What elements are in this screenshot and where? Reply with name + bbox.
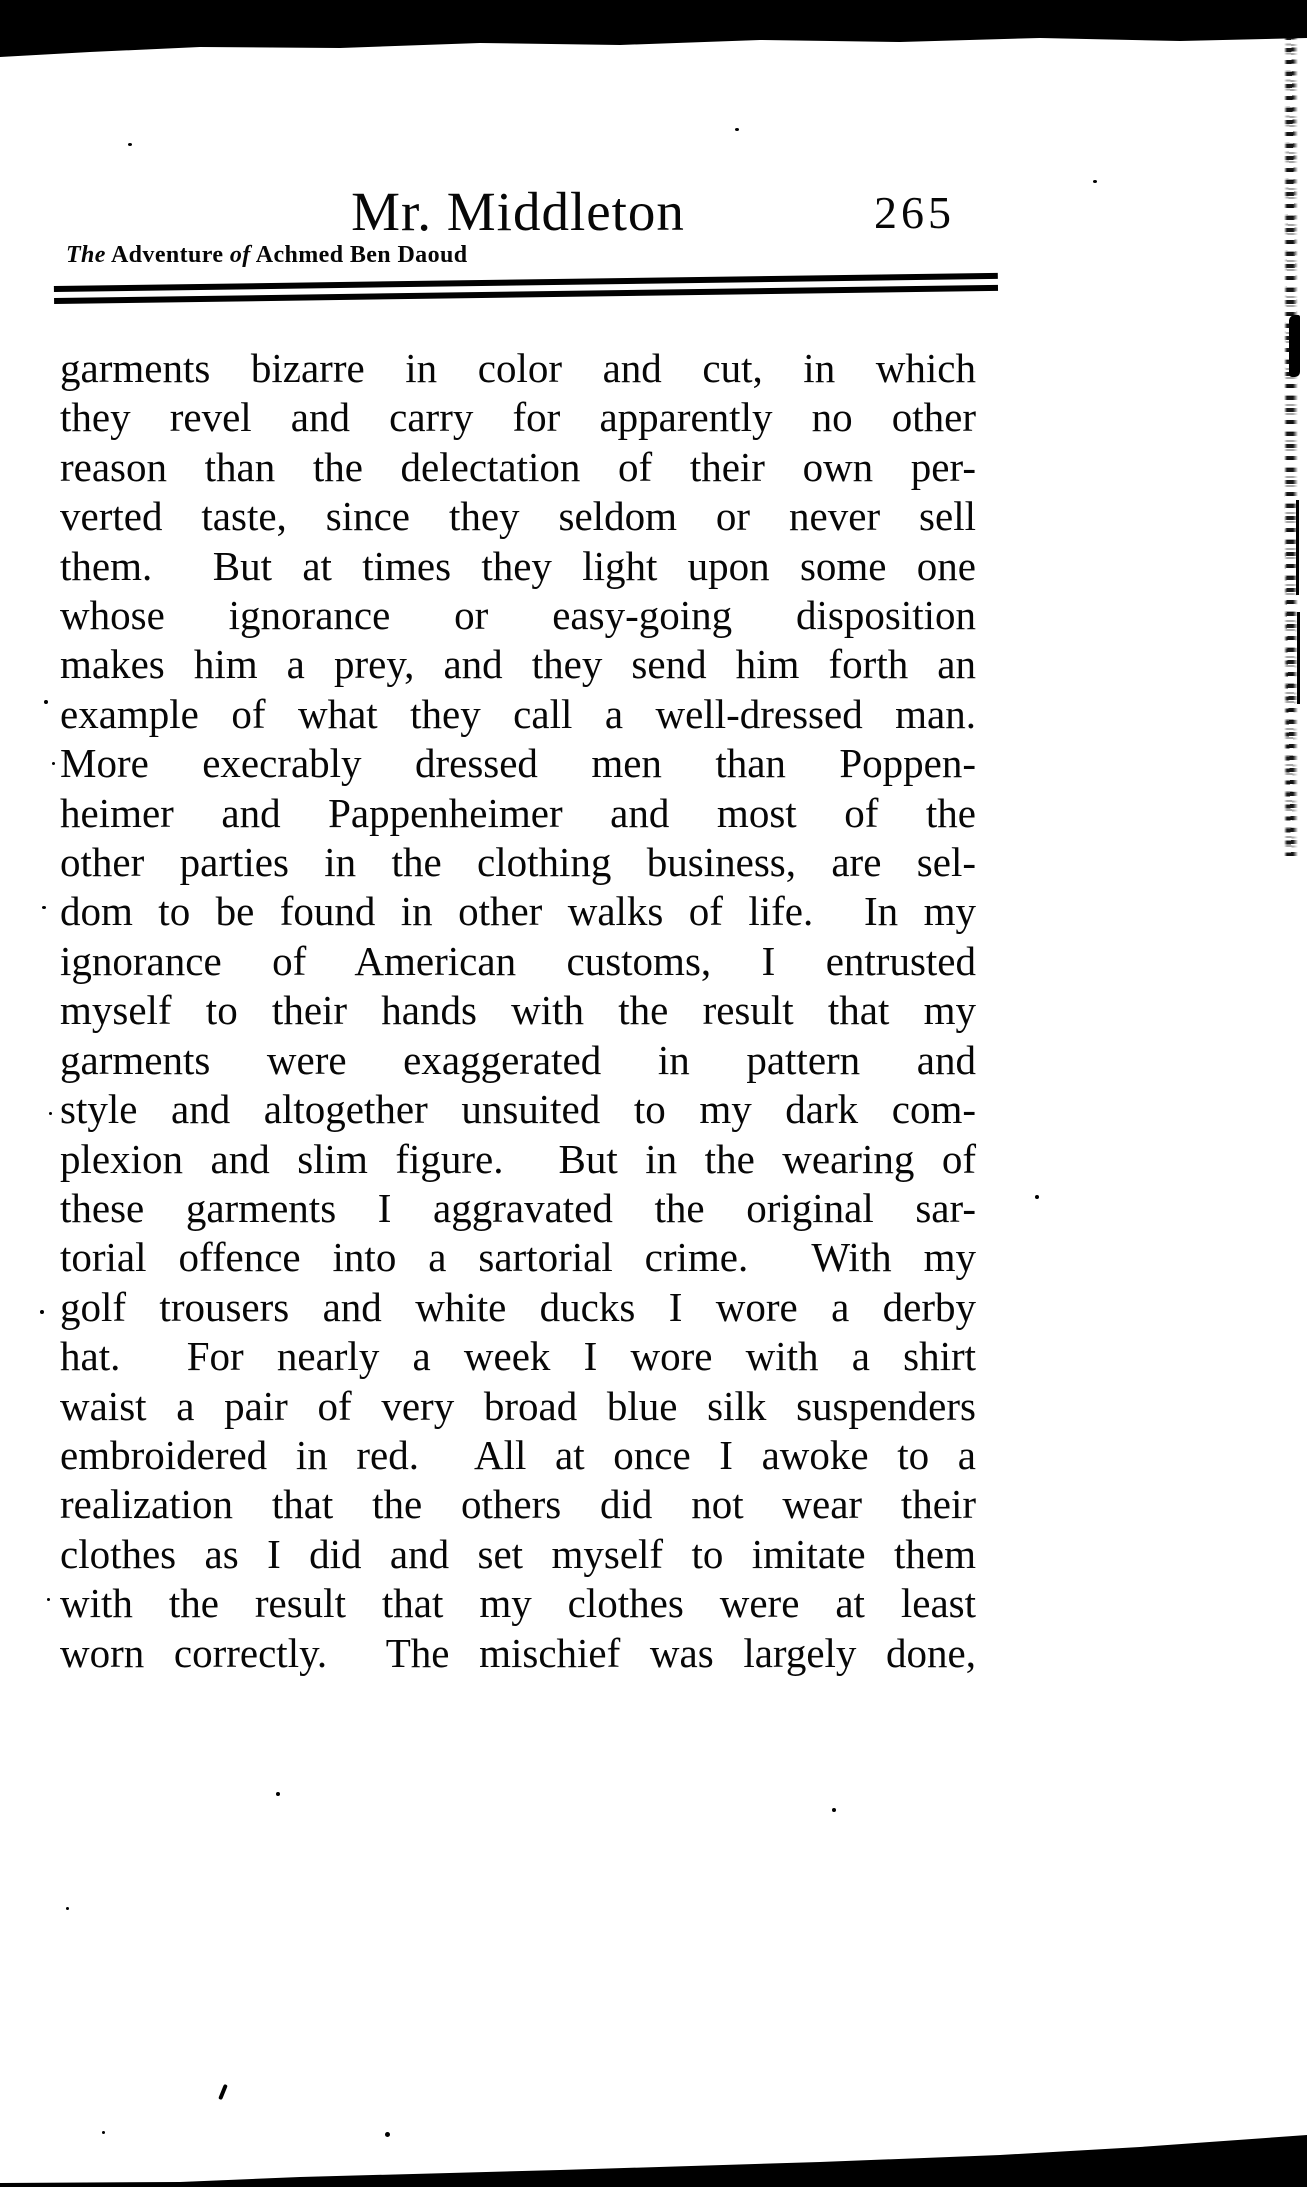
running-head-of: of [229,242,251,268]
body-line: More execrably dressed men than Poppen- [60,740,976,787]
scan-speck [832,1808,836,1812]
body-line: hat. For nearly a week I wore with a shirt [60,1333,976,1380]
page-number: 265 [874,187,955,238]
scan-edge-top [0,0,1307,60]
scan-speck [49,1112,52,1115]
body-line: golf trousers and white ducks I wore a derby [60,1283,976,1330]
scan-speck [276,1792,280,1796]
scan-speck [1093,180,1097,183]
header-double-rule [54,273,998,304]
body-line: reason than the delectation of their own per- [60,443,976,490]
running-head-the: The [66,242,106,268]
scan-binding-blob [1289,315,1300,377]
scan-binding-noise [1284,36,1298,856]
body-line: clothes as I did and set myself to imitate them [60,1530,976,1577]
scan-speck [735,128,739,131]
scan-speck [1035,1195,1039,1199]
scan-speck [40,1310,44,1314]
page-title: Mr. Middleton [351,181,685,242]
body-line: dom to be found in other walks of life. In my [60,888,976,935]
running-head [66,243,467,267]
running-head-rest: Achmed Ben Daoud [250,242,468,268]
body-line: these garments I aggravated the original sar- [60,1184,976,1231]
body-line: other parties in the clothing business, are sel- [60,839,976,886]
scan-binding-bar [1297,612,1300,704]
scan-speck [47,1598,50,1601]
body-line: example of what they call a well-dressed man. [60,690,976,737]
body-line: worn correctly. The mischief was largely done, [60,1629,976,1676]
scan-speck [42,906,46,909]
body-line: they revel and carry for apparently no other [60,394,976,441]
body-line: whose ignorance or easy-going disposition [60,592,976,639]
body-line: style and altogether unsuited to my dark com- [60,1086,976,1133]
scan-edge-bottom [0,2127,1307,2187]
body-line: ignorance of American customs, I entrusted [60,937,976,984]
scan-speck [102,2131,105,2134]
body-line: garments bizarre in color and cut, in which [60,345,976,391]
body-line: garments were exaggerated in pattern and [60,1036,976,1083]
body-line: myself to their hands with the result that my [60,987,976,1034]
scan-speck [128,143,132,146]
body-line: them. But at times they light upon some one [60,542,976,589]
scan-speck [66,1907,69,1910]
body-line: verted taste, since they seldom or never sell [60,493,976,540]
body-line: realization that the others did not wear their [60,1481,976,1528]
scan-pen-mark [218,2084,228,2100]
body-line: heimer and Pappenheimer and most of the [60,789,976,836]
scan-binding-bar [1296,500,1299,595]
running-head-adventure: Adventure [105,242,230,268]
scan-speck [44,700,48,704]
body-line: waist a pair of very broad blue silk suspenders [60,1382,976,1429]
scan-speck [52,762,55,765]
body-line: embroidered in red. All at once I awoke to a [60,1431,976,1478]
scan-speck [385,2132,390,2137]
body-text [60,344,976,1678]
body-line: torial offence into a sartorial crime. With my [60,1234,976,1281]
body-line: with the result that my clothes were at least [60,1580,976,1627]
body-line: makes him a prey, and they send him forth an [60,641,976,688]
body-line: plexion and slim figure. But in the wearing of [60,1135,976,1182]
